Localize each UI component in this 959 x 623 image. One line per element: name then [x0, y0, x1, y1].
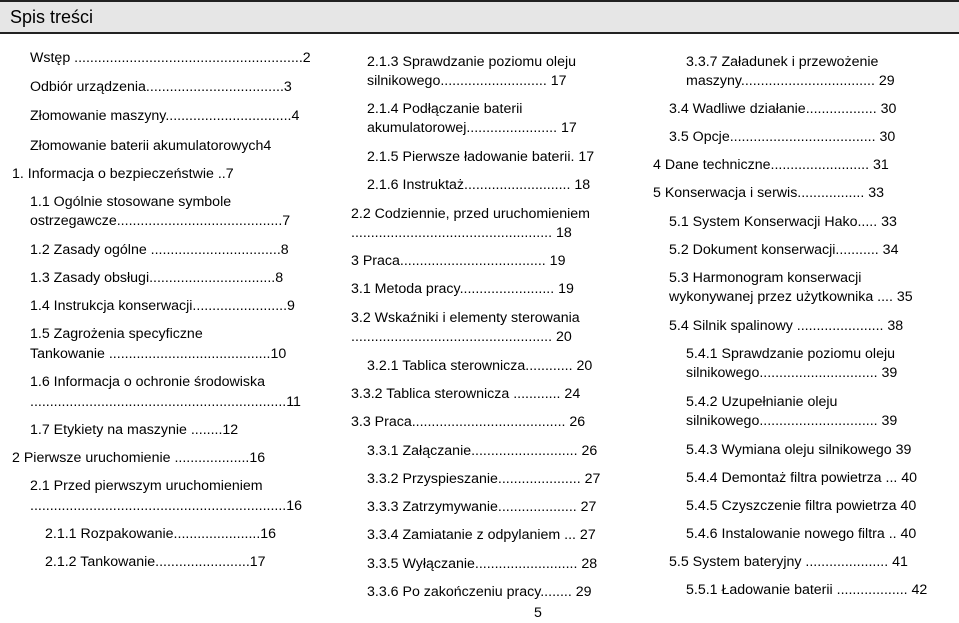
toc-entry[interactable]: 3.1 Metoda pracy........................ 19 — [351, 281, 574, 297]
toc-entry[interactable]: 3.2 Wskaźniki i elementy sterowania — [351, 310, 580, 326]
toc-entry[interactable]: Wstęp ..........................................................2 — [30, 50, 311, 66]
toc-entry[interactable]: 5.2 Dokument konserwacji........... 34 — [669, 242, 899, 258]
toc-entry[interactable]: Złomowanie baterii akumulatorowych4 — [30, 138, 272, 154]
toc-entry[interactable]: 4 Dane techniczne......................... 31 — [653, 157, 889, 173]
toc-entry[interactable]: 5.3 Harmonogram konserwacji — [669, 270, 862, 286]
toc-entry[interactable]: 5.4.1 Sprawdzanie poziomu oleju — [686, 346, 896, 362]
toc-entry[interactable]: wykonywanej przez użytkownika .... 35 — [669, 289, 913, 305]
toc-entry[interactable]: 1.6 Informacja o ochronie środowiska — [30, 374, 266, 390]
toc-entry[interactable]: 5.4 Silnik spalinowy ...................... 38 — [669, 318, 904, 334]
toc-entry[interactable]: 3.3.1 Załączanie........................... 26 — [367, 443, 598, 459]
toc-entry[interactable]: 1.2 Zasady ogólne .................................8 — [30, 242, 289, 258]
toc-entry[interactable]: maszyny.................................. 29 — [686, 73, 895, 89]
toc-entry[interactable]: 2.1.2 Tankowanie........................17 — [45, 554, 266, 570]
toc-entry[interactable]: 2 Pierwsze uruchomienie ...................16 — [12, 450, 266, 466]
toc-entry[interactable]: 5.4.2 Uzupełnianie oleju — [686, 394, 838, 410]
toc-entry[interactable]: 3.3 Praca....................................... 26 — [351, 414, 586, 430]
toc-entry[interactable]: 5.1 System Konserwacji Hako..... 33 — [669, 214, 897, 230]
toc-entry[interactable]: Tankowanie .........................................10 — [30, 346, 287, 362]
toc-entry[interactable]: 5.4.4 Demontaż filtra powietrza ... 40 — [686, 470, 918, 486]
toc-entry[interactable]: Złomowanie maszyny................................4 — [30, 108, 300, 124]
toc-entry[interactable]: ostrzegawcze..........................................7 — [30, 213, 291, 229]
toc-entry[interactable]: 5.4.3 Wymiana oleju silnikowego 39 — [686, 442, 912, 458]
toc-entry[interactable]: silnikowego.............................. 39 — [686, 365, 898, 381]
toc-entry[interactable]: 2.1.3 Sprawdzanie poziomu oleju — [367, 54, 577, 70]
toc-entry[interactable]: 3.3.5 Wyłączanie.......................... 28 — [367, 556, 598, 572]
toc-entry[interactable]: 1.3 Zasady obsługi................................8 — [30, 270, 284, 286]
toc-entry[interactable]: .................................................................16 — [30, 498, 302, 514]
toc-entry[interactable]: .................................................................11 — [30, 394, 301, 410]
toc-entry[interactable]: 3.3.2 Przyspieszanie..................... 27 — [367, 471, 601, 487]
toc-entry[interactable]: 2.1.5 Pierwsze ładowanie baterii. 17 — [367, 149, 595, 165]
toc-entry[interactable]: Odbiór urządzenia...................................3 — [30, 79, 292, 95]
toc-entry[interactable]: 5.4.5 Czyszczenie filtra powietrza 40 — [686, 498, 917, 514]
toc-entry[interactable]: 3.3.2 Tablica sterownicza ............ 24 — [351, 386, 581, 402]
toc-entry[interactable]: 3.4 Wadliwe działanie.................. 30 — [669, 101, 897, 117]
header-title: Spis treści — [10, 7, 94, 27]
toc-entry[interactable]: 5.5.1 Ładowanie baterii .................. 42 — [686, 582, 928, 598]
toc-entry[interactable]: 2.1.4 Podłączanie baterii — [367, 101, 523, 117]
toc-entry[interactable]: 3.3.6 Po zakończeniu pracy........ 29 — [367, 584, 592, 600]
toc-entry[interactable]: 3.2.1 Tablica sterownicza............ 20 — [367, 358, 593, 374]
toc-entry[interactable]: 5.4.6 Instalowanie nowego filtra .. 40 — [686, 526, 917, 542]
toc-entry[interactable]: 2.1.1 Rozpakowanie......................16 — [45, 526, 277, 542]
header-bar — [0, 0, 959, 34]
toc-entry[interactable]: 3.3.7 Załadunek i przewożenie — [686, 54, 879, 70]
toc-entry[interactable]: 3.5 Opcje..................................... 30 — [669, 129, 896, 145]
toc-entry[interactable]: 3.3.3 Zatrzymywanie.................... 27 — [367, 499, 597, 515]
toc-entry[interactable]: 5 Konserwacja i serwis................. 33 — [653, 185, 885, 201]
toc-entry[interactable]: silnikowego........................... 17 — [367, 73, 567, 89]
page-number: 5 — [534, 605, 542, 621]
toc-entry[interactable]: ................................................... 20 — [351, 329, 572, 345]
toc-entry[interactable]: 1.7 Etykiety na maszynie ........12 — [30, 422, 239, 438]
toc-entry[interactable]: 1. Informacja o bezpieczeństwie ..7 — [12, 166, 234, 182]
toc-entry[interactable]: 1.5 Zagrożenia specyficzne — [30, 326, 203, 342]
toc-entry[interactable]: 2.2 Codziennie, przed uruchomieniem — [351, 206, 590, 222]
toc-entry[interactable]: 1.1 Ogólnie stosowane symbole — [30, 194, 232, 210]
toc-entry[interactable]: 2.1 Przed pierwszym uruchomieniem — [30, 478, 263, 494]
toc-entry[interactable]: 1.4 Instrukcja konserwacji........................9 — [30, 298, 295, 314]
toc-entry[interactable]: 3.3.4 Zamiatanie z odpylaniem ... 27 — [367, 527, 596, 543]
toc-entry[interactable]: 5.5 System bateryjny ..................... 41 — [669, 554, 908, 570]
toc-entry[interactable]: silnikowego.............................. 39 — [686, 413, 898, 429]
toc-entry[interactable]: 3 Praca..................................... 19 — [351, 253, 566, 269]
toc-entry[interactable]: ................................................... 18 — [351, 225, 572, 241]
toc-entry[interactable]: 2.1.6 Instruktaż........................... 18 — [367, 177, 591, 193]
toc-entry[interactable]: akumulatorowej....................... 17 — [367, 120, 577, 136]
